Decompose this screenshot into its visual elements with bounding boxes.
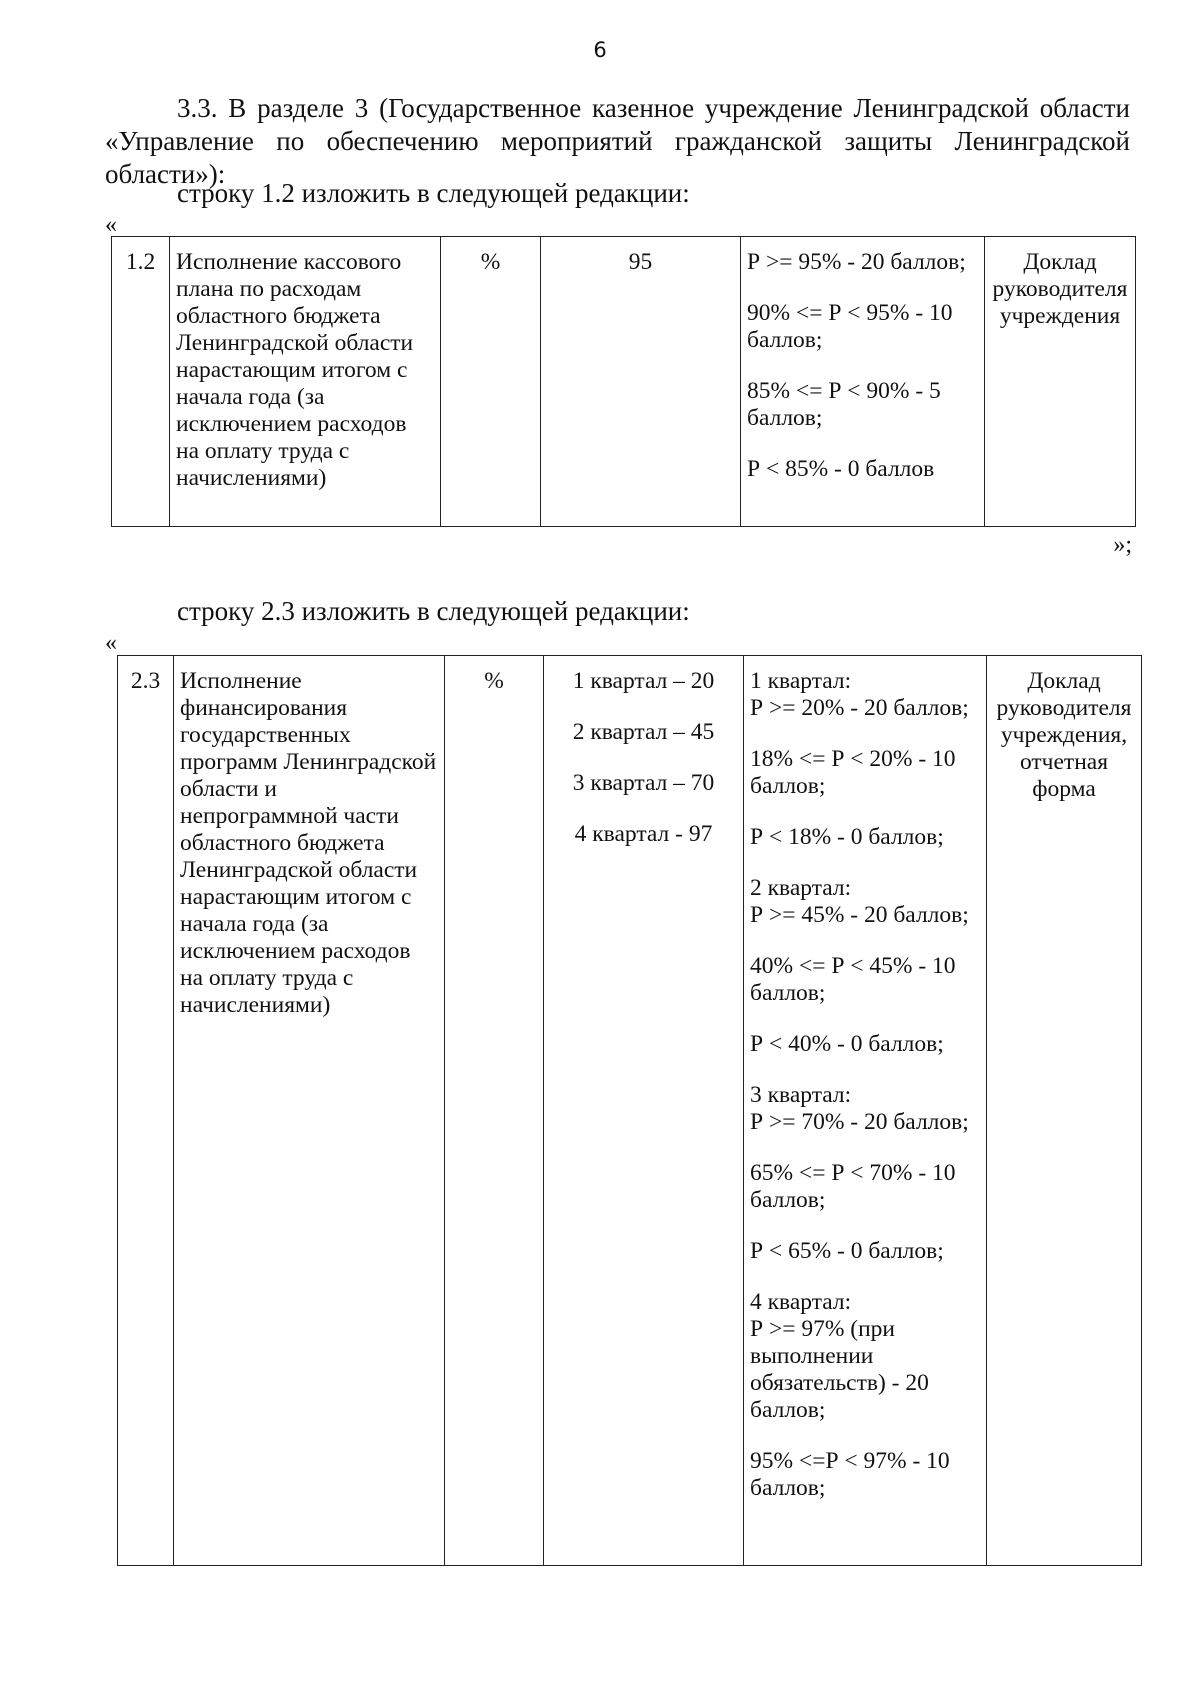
table-row [112,237,1136,527]
source-cell: Доклад руководителя учреждения, отчетная форма [987,656,1142,1566]
quote-open-a: « [105,212,117,238]
criteria-item: 1 квартал: Р >= 20% - 20 баллов; [750,668,969,721]
indicator-cell: Исполнение финансирования государственных программ Ленинградской области и непрограммной части областного бюджета Ленинградской области нарастающим итогом с начала года (за исключением расходов на оплату труда с начислениями) [174,656,445,1566]
quote-close-a: »; [1113,532,1132,558]
criteria-item: 18% <= Р < 20% - 10 баллов; [750,746,956,799]
criteria-item: 85% <= Р < 90% - 5 баллов; [747,378,941,431]
criteria-item: 3 квартал: Р >= 70% - 20 баллов; [750,1082,969,1135]
criteria-cell [741,237,985,527]
row-number: 2.3 [118,656,174,1566]
table-row-2-3 [117,655,1142,1566]
target-item: 4 квартал - 97 [574,821,713,847]
criteria-item: 95% <=Р < 97% - 10 баллов; [750,1448,950,1501]
criteria-item: 90% <= Р < 95% - 10 баллов; [747,300,953,353]
table-row [118,656,1142,1566]
table-row-1-2 [111,236,1136,527]
intro-text: 3.3. В разделе 3 (Государственное казенное учреждение Ленинградской области «Управление по обеспечению мероприятий гражданской защиты Ленинградской области»): [105,93,1130,189]
criteria-item: Р >= 95% - 20 баллов; [747,249,966,275]
criteria-item: Р < 18% - 0 баллов; [750,824,944,850]
target-item: 3 квартал – 70 [572,770,715,796]
criteria-item: 65% <= Р < 70% - 10 баллов; [750,1160,956,1213]
criteria-item: Р < 65% - 0 баллов; [750,1238,944,1264]
instruction-row-1-2: строку 1.2 изложить в следующей редакции: [177,178,690,208]
quote-open-b: « [105,630,117,656]
row-number: 1.2 [112,237,170,527]
target-item: 1 квартал – 20 [572,668,715,694]
criteria-item: 2 квартал: Р >= 45% - 20 баллов; [750,875,969,928]
source-cell: Доклад руководителя учреждения [985,237,1136,527]
unit-cell: % [441,237,541,527]
criteria-item: Р < 85% - 0 баллов [747,456,935,482]
target-item: 2 квартал – 45 [572,719,715,745]
page-number: 6 [593,38,607,62]
criteria-item: 40% <= Р < 45% - 10 баллов; [750,953,956,1006]
unit-cell: % [445,656,544,1566]
indicator-cell: Исполнение кассового плана по расходам областного бюджета Ленинградской области нарастающим итогом с начала года (за исключением расходов на оплату труда с начислениями) [170,237,441,527]
instruction-row-2-3: строку 2.3 изложить в следующей редакции: [177,596,690,626]
target-cell: 95 [541,237,741,527]
target-cell [544,656,744,1566]
criteria-cell [744,656,987,1566]
criteria-item: Р < 40% - 0 баллов; [750,1031,944,1057]
criteria-item: 4 квартал: Р >= 97% (при выполнении обязательств) - 20 баллов; [750,1289,929,1423]
